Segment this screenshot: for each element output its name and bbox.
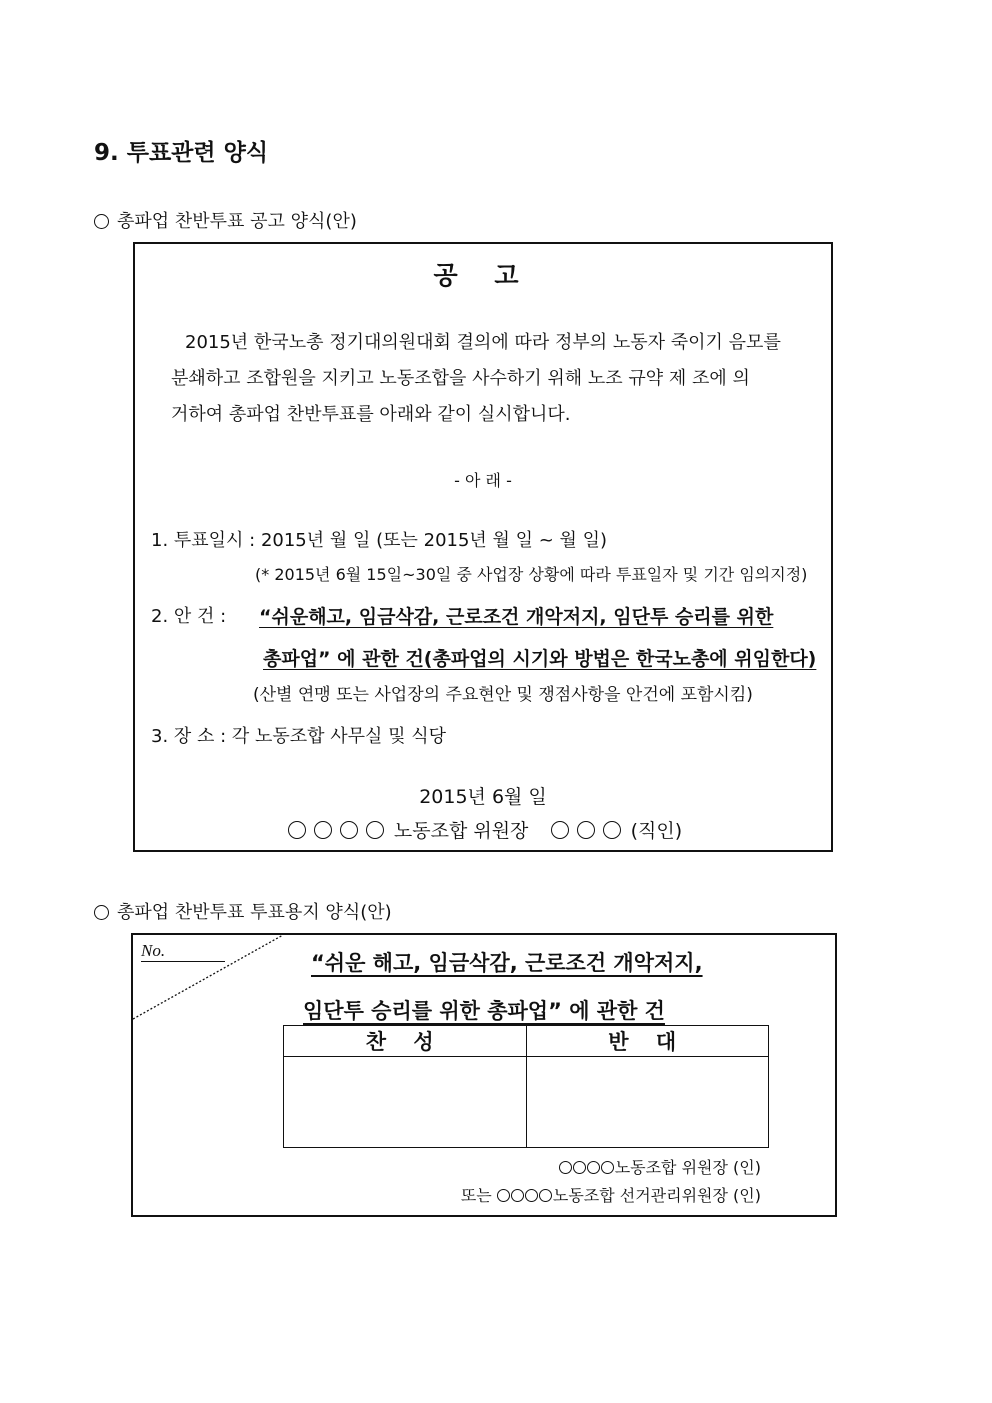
placeholder-circle-icon [366,821,384,839]
placeholder-circle-icon [340,821,358,839]
item-location: 3. 장 소 : 각 노동조합 사무실 및 식당 [151,726,447,747]
ballot-form-label-text: 총파업 찬반투표 투표용지 양식(안) [117,902,392,923]
placeholder-circle-icon [573,1161,586,1174]
vote-header-for: 찬 성 [284,1026,527,1057]
ballot-signature-2 [461,1183,761,1206]
item-agenda-label: 2. 안 건 : [151,606,227,627]
notice-body-line-3: 거하여 총파업 찬반투표를 아래와 같이 실시합니다. [171,404,571,425]
placeholder-circle-icon [539,1189,552,1202]
below-marker: - 아 래 - [454,471,512,490]
ballot-box [131,933,837,1217]
notice-title: 공 고 [433,261,533,290]
ballot-form-label [94,898,392,924]
vote-cell-for[interactable] [284,1057,527,1148]
placeholder-circle-icon [314,821,332,839]
notice-form-label-text: 총파업 찬반투표 공고 양식(안) [117,211,357,232]
item-agenda-note: (산별 연맹 또는 사업장의 주요현안 및 쟁점사항을 안건에 포함시킴) [253,685,753,705]
ballot-signature-2-text: 노동조합 선거관리위원장 (인) [552,1186,761,1205]
vote-table [283,1025,769,1148]
placeholder-circle-icon [288,821,306,839]
ballot-title-line-2: 임단투 승리를 위한 총파업” 에 관한 건 [303,999,665,1023]
placeholder-circle-icon [551,821,569,839]
item-agenda-line-2: 총파업” 에 관한 건(총파업의 시기와 방법은 한국노총에 위임한다) [263,648,817,670]
placeholder-circle-icon [603,821,621,839]
signature-title: 노동조합 위원장 [393,820,529,842]
ballot-number-label: No. [141,941,166,960]
signature-suffix: (직인) [630,820,683,842]
placeholder-circle-icon [577,821,595,839]
section-heading: 9. 투표관련 양식 [94,140,269,166]
placeholder-circle-icon [587,1161,600,1174]
placeholder-circle-icon [525,1189,538,1202]
circle-bullet-icon [94,905,109,920]
item-agenda-line-1: “쉬운해고, 임금삭감, 근로조건 개악저지, 임단투 승리를 위한 [259,606,774,628]
placeholder-circle-icon [511,1189,524,1202]
notice-body-line-2: 분쇄하고 조합원을 지키고 노동조합을 사수하기 위해 노조 규약 제 조에 의 [171,368,750,389]
notice-body-line-1: 2015년 한국노총 정기대의원대회 결의에 따라 정부의 노동자 죽이기 음모를 [185,332,781,353]
circle-bullet-icon [94,214,109,229]
item-vote-date-note: (* 2015년 6월 15일~30일 중 사업장 상황에 따라 투표일자 및 기간 임의지정) [255,565,808,584]
notice-signature [135,816,831,843]
ballot-title-line-1: “쉬운 해고, 임금삭감, 근로조건 개악저지, [311,951,703,975]
notice-date: 2015년 6월 일 [419,786,547,808]
placeholder-circle-icon [497,1189,510,1202]
ballot-number-line [141,961,225,962]
ballot-signature-1 [559,1155,761,1178]
notice-box [133,242,833,852]
ballot-signature-2-prefix: 또는 [460,1186,492,1205]
placeholder-circle-icon [601,1161,614,1174]
placeholder-circle-icon [559,1161,572,1174]
ballot-signature-1-text: 노동조합 위원장 (인) [614,1158,761,1177]
vote-header-against: 반 대 [526,1026,769,1057]
item-vote-date: 1. 투표일시 : 2015년 월 일 (또는 2015년 월 일 ~ 월 일) [151,530,608,551]
vote-cell-against[interactable] [526,1057,769,1148]
notice-form-label [94,207,357,233]
